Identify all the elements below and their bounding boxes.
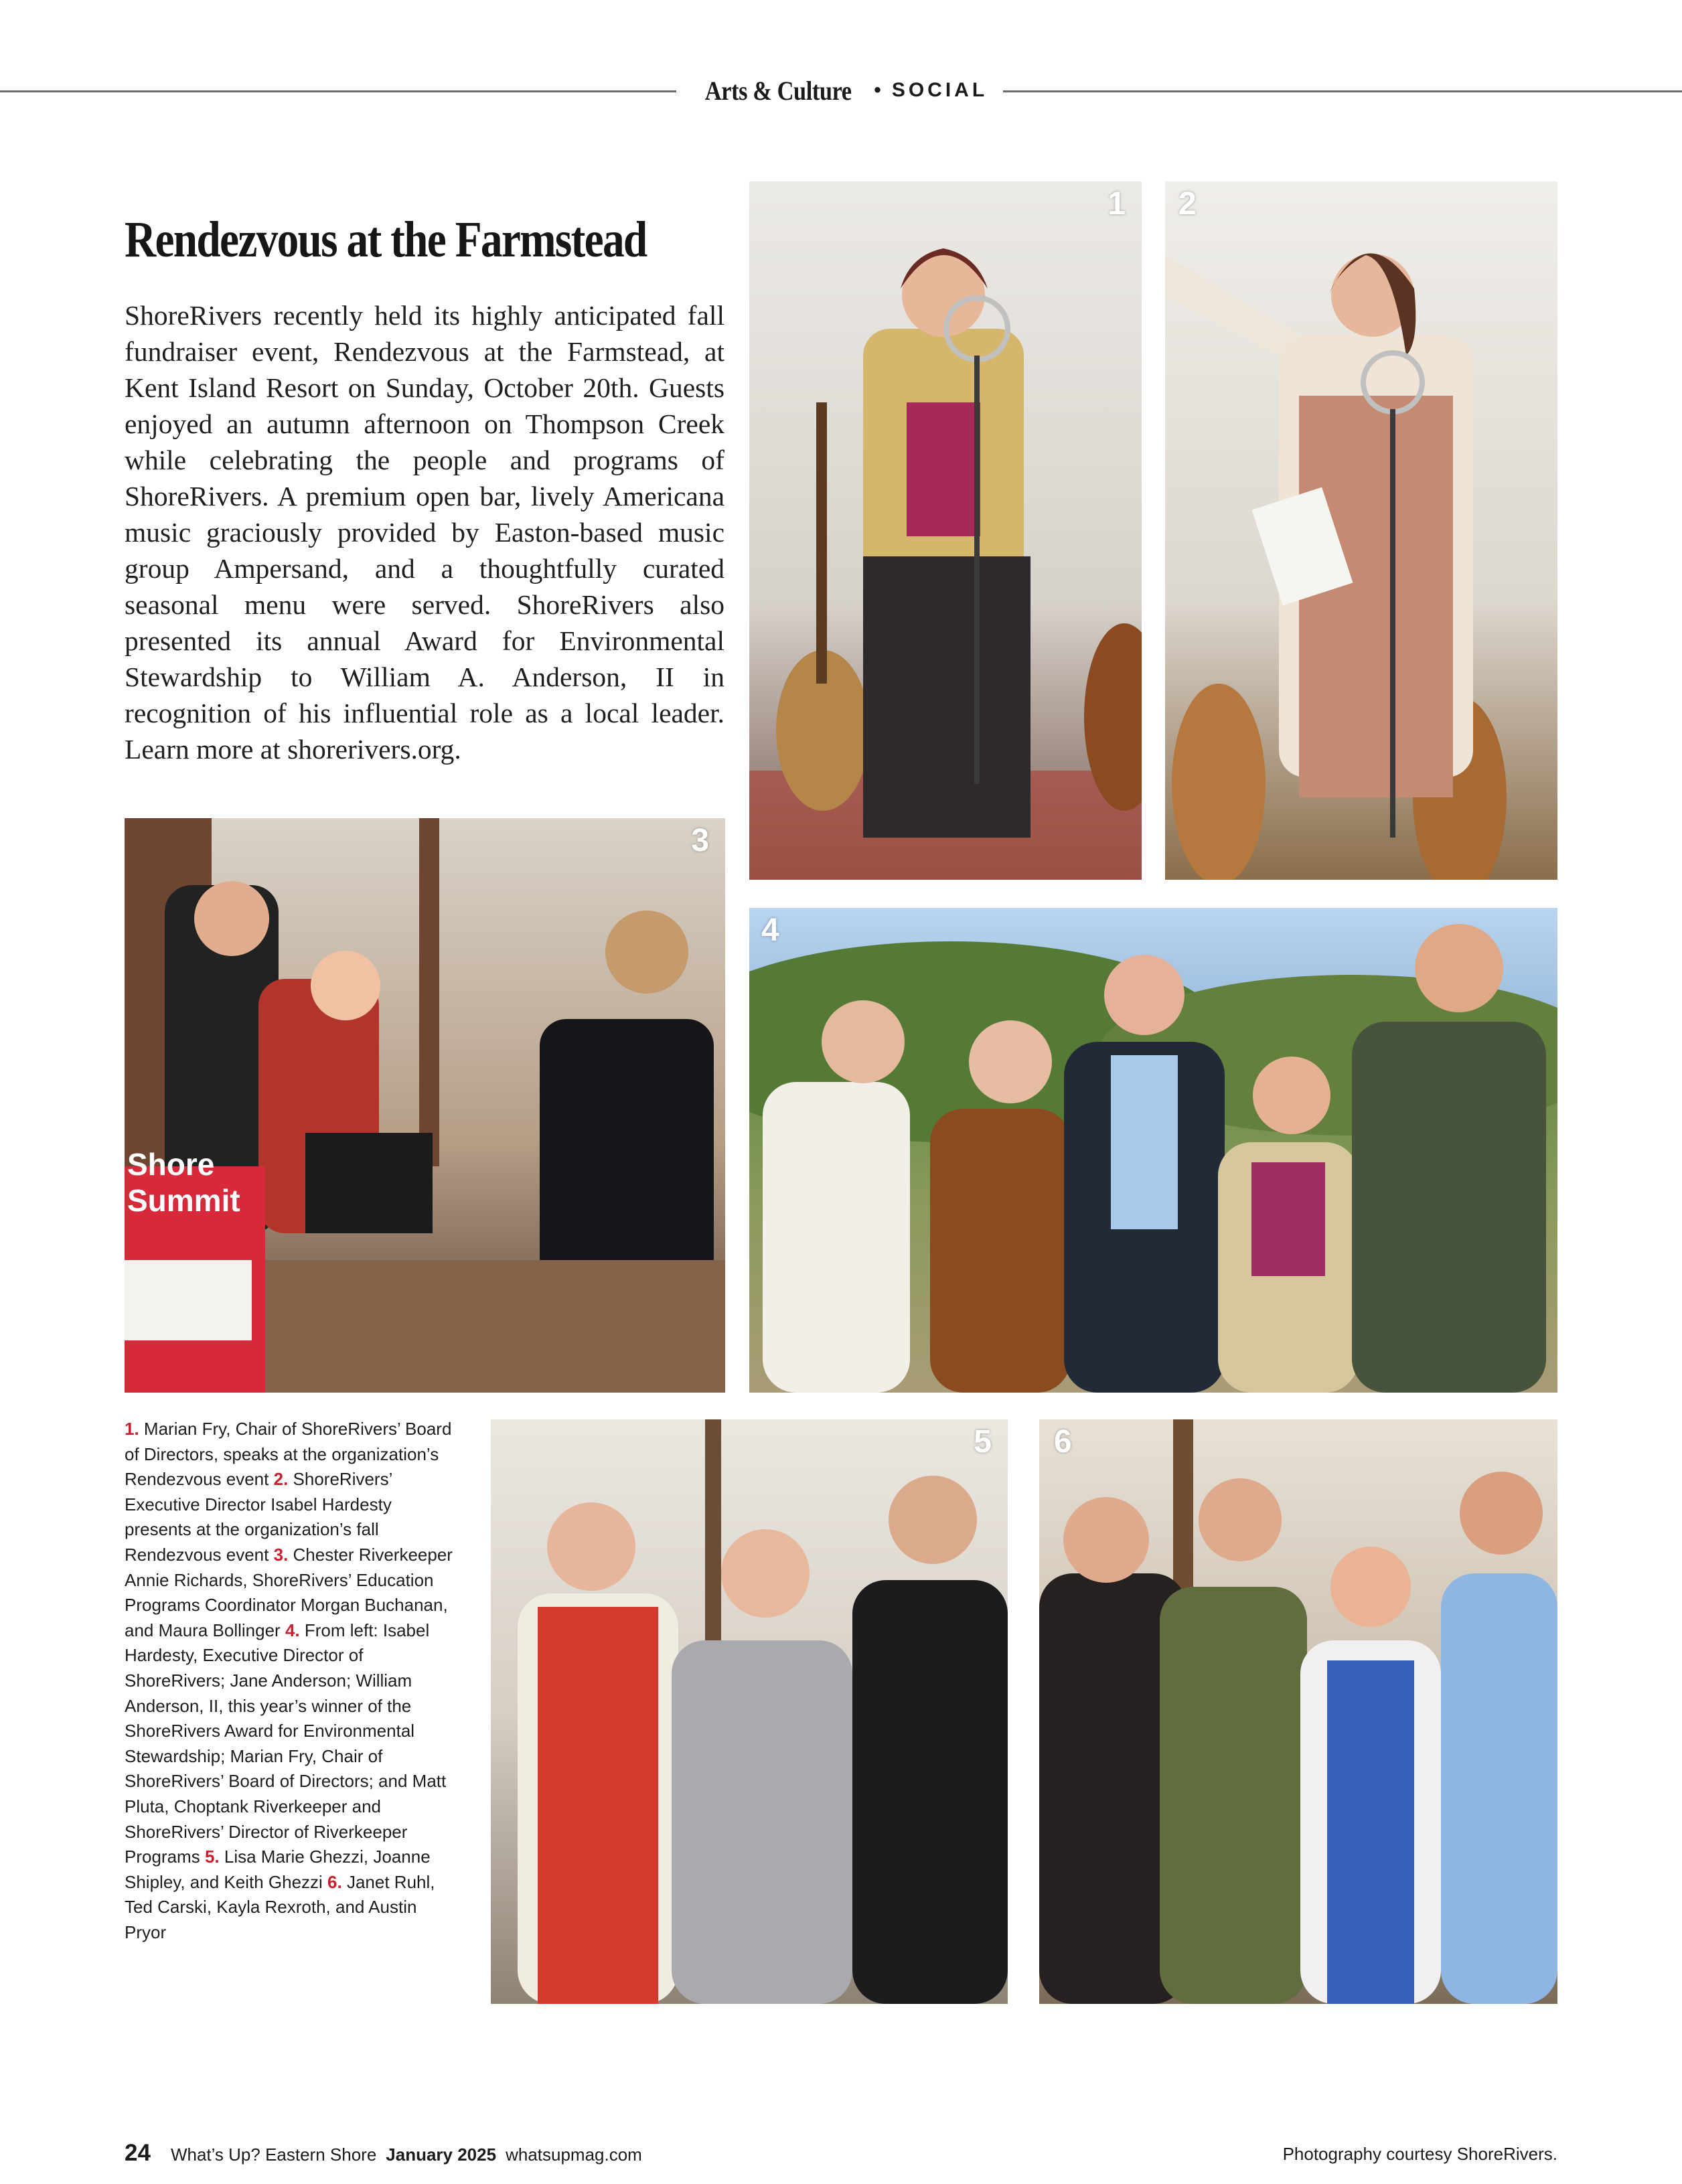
- website-link[interactable]: whatsupmag.com: [506, 2144, 642, 2165]
- photo-captions: [125, 1417, 459, 1945]
- photo-4-scene: [749, 908, 1557, 1393]
- shore-summit-sign: Shore Summit: [127, 1147, 240, 1218]
- photo-2: [1165, 181, 1557, 880]
- photo-5-number: 5: [974, 1424, 992, 1460]
- article-title: Rendezvous at the Farmstead: [125, 212, 647, 268]
- footer-folio: [125, 2140, 642, 2167]
- photo-2-scene: [1165, 181, 1557, 880]
- caption-4-text: From left: Isabel Hardesty, Executive Director of ShoreRivers; Jane Anderson; William Anderson, II, this year’s winner of the ShoreRivers Award for Environmental Stewardship; Marian Fry, Chair of ShoreRivers’ Board of Directors; and Matt Pluta, Choptank Riverkeeper and ShoreRivers’ Director of Riverkeeper Programs: [125, 1620, 447, 1867]
- caption-2-text: ShoreRivers’ Executive Director Isabel Hardesty presents at the organization’s fall Rendezvous event: [125, 1469, 392, 1565]
- caption-6-number: 6.: [327, 1871, 342, 1892]
- photo-3-scene: [125, 818, 725, 1393]
- section-kicker: SOCIAL: [891, 79, 988, 101]
- photo-6-number: 6: [1054, 1424, 1072, 1460]
- photo-5: [491, 1419, 1008, 2004]
- photo-credit: Photography courtesy ShoreRivers.: [1282, 2144, 1557, 2164]
- section-name: Arts & Culture: [704, 75, 852, 106]
- page-number: 24: [125, 2140, 151, 2166]
- photo-3-number: 3: [691, 823, 709, 858]
- photo-1-number: 1: [1107, 186, 1126, 222]
- caption-3-text: Chester Riverkeeper Annie Richards, ShoreRivers’ Education Programs Coordinator Morgan Buchanan, and Maura Bollinger: [125, 1544, 453, 1640]
- photo-4: [749, 908, 1557, 1393]
- header-rule-left: [0, 90, 676, 92]
- issue-date: January 2025: [386, 2144, 497, 2165]
- photo-1: [749, 181, 1142, 880]
- photo-1-scene: [749, 181, 1142, 880]
- publication-name: What’s Up? Eastern Shore: [170, 2144, 377, 2165]
- photo-4-number: 4: [761, 913, 779, 948]
- caption-4-number: 4.: [285, 1620, 300, 1640]
- caption-3-number: 3.: [273, 1544, 289, 1565]
- article-body: ShoreRivers recently held its highly anticipated fall fundraiser event, Rendezvous at the Farmstead, at Kent Island Resort on Sunday, October 20th. Guests enjoyed an autumn afternoon on Thompson Creek while celebrating the people and programs of ShoreRivers. A premium open bar, lively Americana music graciously provided by Easton-based music group Ampersand, and a thoughtfully curated seasonal menu were served. ShoreRivers also presented its annual Award for Environmental Stewardship to William A. Anderson, II in recognition of his influential role as a local leader. Learn more at shorerivers.org.: [125, 300, 724, 765]
- header-rule-right: [1003, 90, 1682, 92]
- caption-5-number: 5.: [204, 1847, 220, 1867]
- caption-5-text: Lisa Marie Ghezzi, Joanne Shipley, and Keith Ghezzi: [125, 1847, 431, 1892]
- photo-3: [125, 818, 725, 1393]
- section-header: [690, 67, 991, 114]
- photo-6: [1039, 1419, 1557, 2004]
- caption-1-number: 1.: [125, 1419, 139, 1439]
- caption-2-number: 2.: [273, 1469, 289, 1490]
- caption-6-text: Janet Ruhl, Ted Carski, Kayla Rexroth, and Austin Pryor: [125, 1871, 435, 1942]
- photo-6-scene: [1039, 1419, 1557, 2004]
- photo-5-scene: [491, 1419, 1008, 2004]
- photo-2-number: 2: [1178, 186, 1197, 222]
- caption-1-text: Marian Fry, Chair of ShoreRivers’ Board of Directors, speaks at the organization’s Rendezvous event: [125, 1419, 452, 1490]
- section-separator: •: [874, 79, 881, 101]
